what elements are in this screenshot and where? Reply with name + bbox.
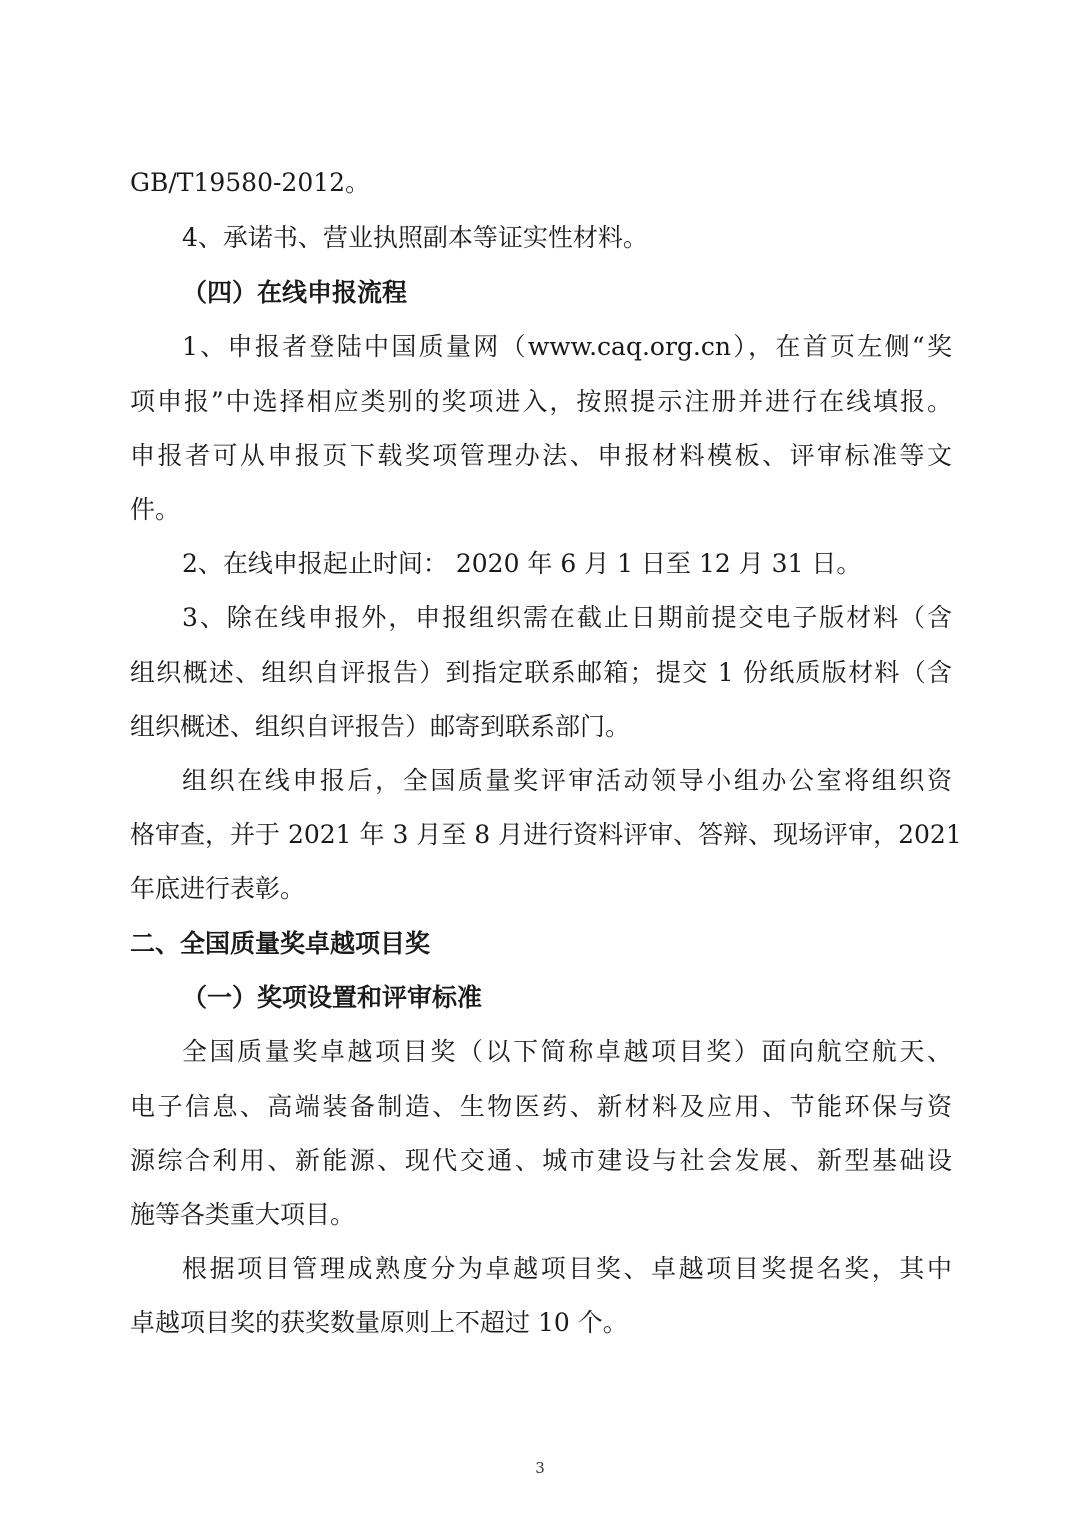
section-heading-4: （四）在线申报流程: [182, 278, 408, 307]
subsection-heading-1: （一）奖项设置和评审标准: [182, 983, 483, 1012]
paragraph-line: 全国质量奖卓越项目奖（以下简称卓越项目奖）面向航空航天、: [182, 1037, 952, 1066]
paragraph-line: 源综合利用、新能源、现代交通、城市建设与社会发展、新型基础设: [130, 1146, 952, 1175]
paragraph-line: 组织概述、组织自评报告）邮寄到联系部门。: [130, 712, 631, 741]
list-item-2: 2、在线申报起止时间： 2020 年 6 月 1 日至 12 月 31 日。: [182, 549, 862, 578]
page-number: 3: [535, 1459, 545, 1477]
paragraph-line: 卓越项目奖的获奖数量原则上不超过 10 个。: [130, 1308, 628, 1337]
paragraph-line: GB/T19580-2012。: [130, 168, 371, 197]
paragraph-line: 组织在线申报后，全国质量奖评审活动领导小组办公室将组织资: [182, 766, 952, 795]
list-item-3: 3、除在线申报外，申报组织需在截止日期前提交电子版材料（含: [182, 603, 952, 632]
paragraph-line: 电子信息、高端装备制造、生物医药、新材料及应用、节能环保与资: [130, 1092, 952, 1121]
paragraph-line: 格审查，并于 2021 年 3 月至 8 月进行资料评审、答辩、现场评审，2021: [130, 820, 962, 849]
paragraph-line: 施等各类重大项目。: [130, 1200, 356, 1229]
section-heading-2: 二、全国质量奖卓越项目奖: [130, 929, 431, 958]
paragraph-line: 根据项目管理成熟度分为卓越项目奖、卓越项目奖提名奖，其中: [182, 1254, 952, 1283]
list-item-4: 4、承诺书、营业执照副本等证实性材料。: [182, 223, 648, 252]
list-item-1: 1、申报者登陆中国质量网（www.caq.org.cn），在首页左侧“奖: [182, 332, 952, 361]
paragraph-line: 申报者可从申报页下载奖项管理办法、申报材料模板、评审标准等文: [130, 441, 952, 470]
paragraph-line: 年底进行表彰。: [130, 874, 306, 903]
paragraph-line: 件。: [130, 495, 181, 524]
paragraph-line: 项申报”中选择相应类别的奖项进入，按照提示注册并进行在线填报。: [130, 387, 952, 416]
paragraph-line: 组织概述、组织自评报告）到指定联系邮箱；提交 1 份纸质版材料（含: [130, 658, 952, 687]
